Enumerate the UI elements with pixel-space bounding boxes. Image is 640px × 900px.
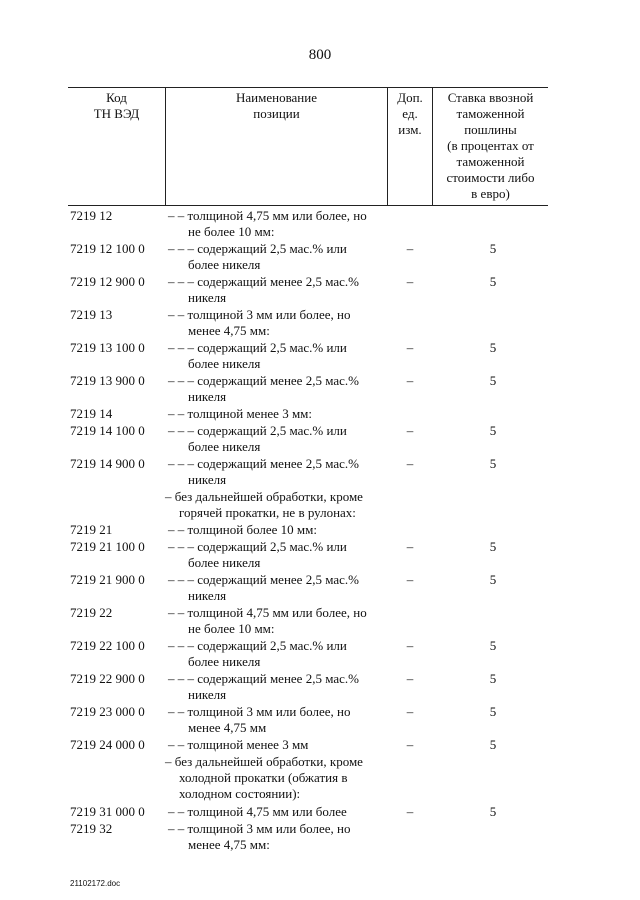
row-code: 7219 22: [70, 605, 113, 620]
row-name: – – толщиной менее 3 мм:: [168, 406, 313, 421]
row-rate: 5: [489, 241, 497, 256]
row-name: – – толщиной 3 мм или более, но менее 4,75 мм:: [168, 307, 351, 338]
row-unit: –: [406, 274, 414, 289]
row-name: – – – содержащий менее 2,5 мас.% никеля: [168, 456, 359, 487]
row-unit: –: [406, 737, 414, 752]
footer-filename: 21102172.doc: [70, 879, 121, 888]
row-name: – без дальнейшей обработки, кроме горячей прокатки, не в рулонах:: [165, 489, 363, 520]
row-rate: 5: [489, 340, 497, 355]
row-code: 7219 21 100 0: [70, 539, 145, 554]
row-code: 7219 12 900 0: [70, 274, 145, 289]
page-number: 800: [308, 47, 332, 63]
row-name: – – – содержащий 2,5 мас.% или более никеля: [168, 638, 347, 669]
row-name: – – – содержащий 2,5 мас.% или более никеля: [168, 241, 347, 272]
row-rate: 5: [489, 804, 497, 819]
row-code: 7219 21 900 0: [70, 572, 145, 587]
row-code: 7219 31 000 0: [70, 804, 145, 819]
row-rate: 5: [489, 423, 497, 438]
row-rate: 5: [489, 539, 497, 554]
row-name: – без дальнейшей обработки, кроме холодной прокатки (обжатия в холодном состоянии):: [165, 754, 363, 801]
row-code: 7219 13: [70, 307, 113, 322]
row-unit: –: [406, 373, 414, 388]
row-rate: 5: [489, 737, 497, 752]
row-code: 7219 13 100 0: [70, 340, 145, 355]
row-rate: 5: [489, 704, 497, 719]
row-name: – – – содержащий 2,5 мас.% или более никеля: [168, 423, 347, 454]
row-name: – – толщиной более 10 мм:: [168, 522, 317, 537]
row-unit: –: [406, 241, 414, 256]
row-code: 7219 24 000 0: [70, 737, 145, 752]
row-rate: 5: [489, 572, 497, 587]
header-rate: Ставка ввозной таможенной пошлины (в процентах от таможенной стоимости либо в евро): [446, 90, 535, 201]
header-unit: Доп. ед. изм.: [397, 90, 423, 137]
row-unit: –: [406, 423, 414, 438]
header-code: Код ТН ВЭД: [93, 90, 140, 121]
row-name: – – толщиной 3 мм или более, но менее 4,75 мм: [168, 704, 351, 735]
row-code: 7219 23 000 0: [70, 704, 145, 719]
row-unit: –: [406, 539, 414, 554]
row-name: – – толщиной менее 3 мм: [168, 737, 309, 752]
row-code: 7219 22 900 0: [70, 671, 145, 686]
row-name: – – толщиной 3 мм или более, но менее 4,75 мм:: [168, 821, 351, 852]
row-rate: 5: [489, 671, 497, 686]
row-name: – – толщиной 4,75 мм или более, но не более 10 мм:: [168, 208, 367, 239]
row-name: – – – содержащий 2,5 мас.% или более никеля: [168, 340, 347, 371]
row-unit: –: [406, 638, 414, 653]
row-unit: –: [406, 456, 414, 471]
header-name: Наименование позиции: [236, 90, 317, 121]
row-code: 7219 14 100 0: [70, 423, 145, 438]
row-code: 7219 12 100 0: [70, 241, 145, 256]
row-unit: –: [406, 804, 414, 819]
row-unit: –: [406, 340, 414, 355]
row-name: – – – содержащий менее 2,5 мас.% никеля: [168, 671, 359, 702]
row-rate: 5: [489, 456, 497, 471]
row-unit: –: [406, 704, 414, 719]
row-name: – – – содержащий менее 2,5 мас.% никеля: [168, 572, 359, 603]
row-name: – – – содержащий менее 2,5 мас.% никеля: [168, 373, 359, 404]
row-rate: 5: [489, 638, 497, 653]
row-code: 7219 22 100 0: [70, 638, 145, 653]
row-unit: –: [406, 671, 414, 686]
row-code: 7219 14: [70, 406, 113, 421]
row-name: – – – содержащий 2,5 мас.% или более никеля: [168, 539, 347, 570]
row-code: 7219 13 900 0: [70, 373, 145, 388]
table-top-rule: [68, 87, 548, 88]
row-code: 7219 32: [70, 821, 113, 836]
row-name: – – – содержащий менее 2,5 мас.% никеля: [168, 274, 359, 305]
row-unit: –: [406, 572, 414, 587]
row-rate: 5: [489, 274, 497, 289]
row-code: 7219 14 900 0: [70, 456, 145, 471]
table-header-bottom-rule: [68, 205, 548, 206]
row-rate: 5: [489, 373, 497, 388]
row-code: 7219 21: [70, 522, 113, 537]
row-name: – – толщиной 4,75 мм или более, но не более 10 мм:: [168, 605, 367, 636]
row-code: 7219 12: [70, 208, 113, 223]
row-name: – – толщиной 4,75 мм или более: [168, 804, 347, 819]
